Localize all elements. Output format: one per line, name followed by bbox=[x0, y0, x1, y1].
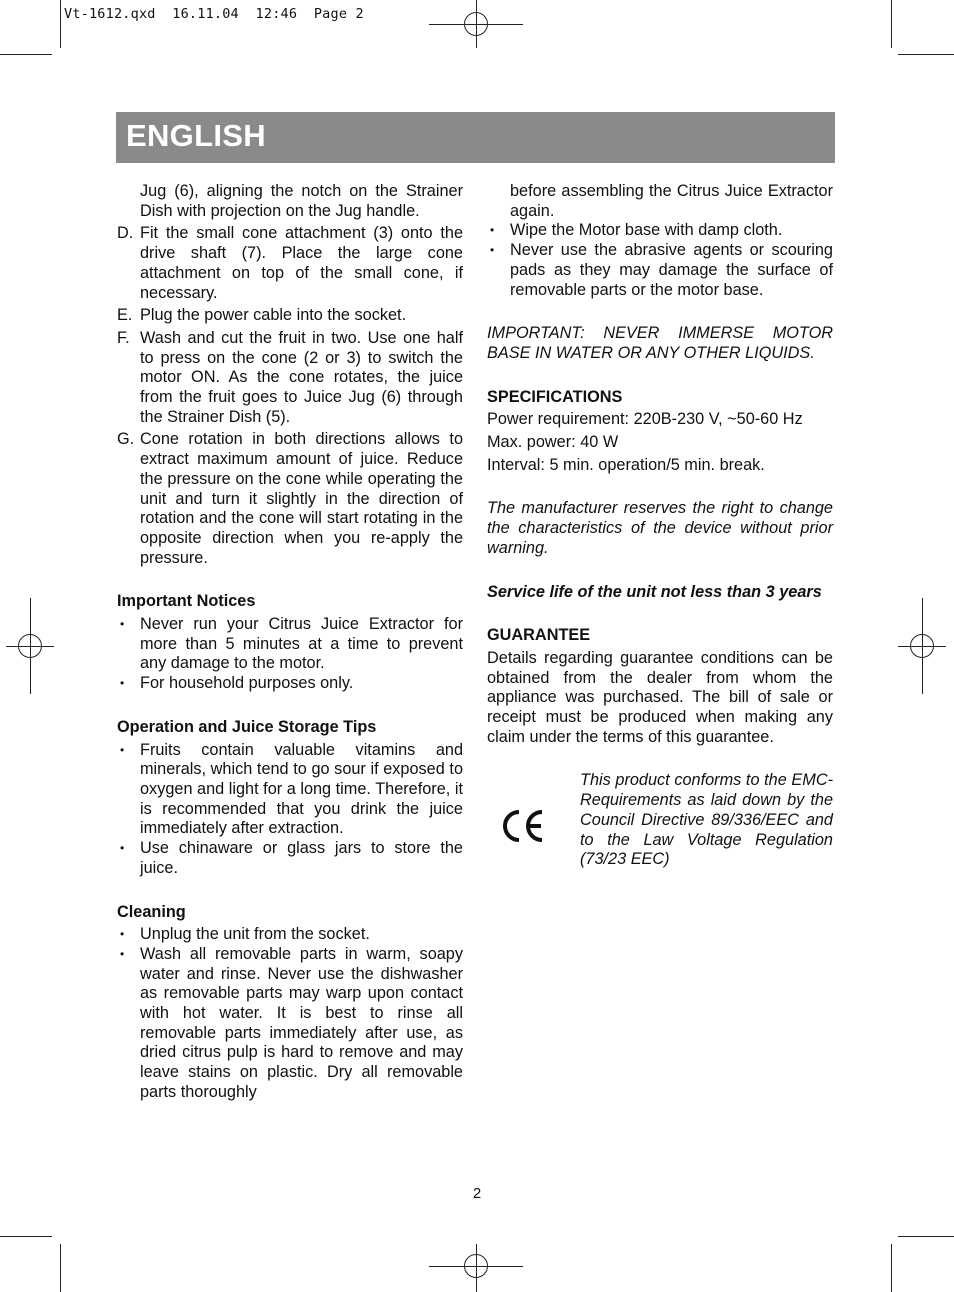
important-warning: IMPORTANT: NEVER IMMERSE MOTOR BASE IN WATER OR ANY OTHER LIQUIDS. bbox=[487, 324, 833, 362]
notices-heading: Important Notices bbox=[117, 592, 256, 611]
page-title: ENGLISH bbox=[126, 118, 266, 153]
guarantee-text: Details regarding guarantee conditions can be obtained from the dealer from whom the appliance was purchased. The bill of sale or receipt must be produced when making any claim under the terms of this guarantee. bbox=[487, 648, 833, 746]
step-g: G. Cone rotation in both directions allows to extract maximum amount of juice. Reduce the pressure on the cone while operating the unit and turn it slightly in the direction of rotation and the cone will start rotating in the opposite direction when you re-apply the pressure. bbox=[117, 430, 463, 567]
spec-line: Interval: 5 min. operation/5 min. break. bbox=[487, 455, 765, 474]
file-slug: Vt-1612.qxd 16.11.04 12:46 Page 2 bbox=[64, 6, 364, 22]
cleaning-continued: before assembling the Citrus Juice Extractor again. bbox=[510, 182, 833, 220]
step-e: E. Plug the power cable into the socket. bbox=[117, 306, 407, 325]
bullet-icon: • bbox=[120, 742, 125, 757]
spec-line: Power requirement: 220B-230 V, ~50-60 Hz bbox=[487, 410, 803, 429]
list-item: • Never run your Citrus Juice Extractor for more than 5 minutes at a time to prevent any damage to the motor. bbox=[120, 615, 463, 673]
list-item: • Wipe the Motor base with damp cloth. bbox=[490, 221, 783, 240]
list-item: • For household purposes only. bbox=[120, 674, 354, 693]
list-item: • Unplug the unit from the socket. bbox=[120, 925, 370, 944]
right-column bbox=[487, 182, 833, 871]
intro-paragraph: Jug (6), aligning the notch on the Strainer Dish with projection on the Jug handle. bbox=[140, 182, 463, 220]
list-item: • Never use the abrasive agents or scouring pads as they may damage the surface of removable parts or the motor base. bbox=[490, 241, 833, 299]
manufacturer-note: The manufacturer reserves the right to change the characteristics of the device without prior warning. bbox=[487, 499, 833, 557]
guarantee-heading: GUARANTEE bbox=[487, 626, 591, 645]
spec-line: Max. power: 40 W bbox=[487, 433, 619, 452]
service-life: Service life of the unit not less than 3 years bbox=[487, 582, 822, 601]
ce-conformity-block bbox=[487, 771, 833, 871]
bullet-icon: • bbox=[120, 927, 125, 942]
ce-conformity-text: This product conforms to the EMC-Requirements as laid down by the Council Directive 89/336/EEC and to the Law Voltage Regulation (73/23 EEC) bbox=[580, 771, 833, 869]
cleaning-heading: Cleaning bbox=[117, 902, 186, 921]
bullet-icon: • bbox=[120, 841, 125, 856]
ce-mark-icon bbox=[499, 809, 545, 843]
list-item: • Fruits contain valuable vitamins and minerals, which tend to go sour if exposed to oxygen and light for a long time. Therefore, it is recommended that you drink the juice immediately after extraction. bbox=[120, 740, 463, 838]
page-number: 2 bbox=[472, 1185, 482, 1202]
tips-heading: Operation and Juice Storage Tips bbox=[117, 717, 377, 736]
bullet-icon: • bbox=[120, 617, 125, 632]
specifications-heading: SPECIFICATIONS bbox=[487, 387, 623, 406]
bullet-icon: • bbox=[120, 946, 125, 961]
bullet-icon: • bbox=[120, 676, 125, 691]
step-f: F. Wash and cut the fruit in two. Use one half to press on the cone (2 or 3) to switch the motor ON. As the cone rotates, the juice from the fruit goes to Juice Jug (6) through the Strainer Dish (5). bbox=[117, 328, 463, 426]
language-header bbox=[116, 112, 835, 163]
left-column bbox=[117, 182, 463, 1103]
list-item: • Wash all removable parts in warm, soapy water and rinse. Never use the dishwasher as removable parts may warp upon contact with hot water. It is best to rinse all removable parts immediately after use, as dried citrus pulp is hard to remove and may leave stains on plastic. Dry all removable parts thoroughly bbox=[120, 944, 463, 1101]
bullet-icon: • bbox=[490, 223, 495, 238]
list-item: • Use chinaware or glass jars to store the juice. bbox=[120, 839, 463, 877]
step-d: D. Fit the small cone attachment (3) onto the drive shaft (7). Place the large cone attachment on top of the small cone, if necessary. bbox=[117, 224, 463, 302]
bullet-icon: • bbox=[490, 243, 495, 258]
